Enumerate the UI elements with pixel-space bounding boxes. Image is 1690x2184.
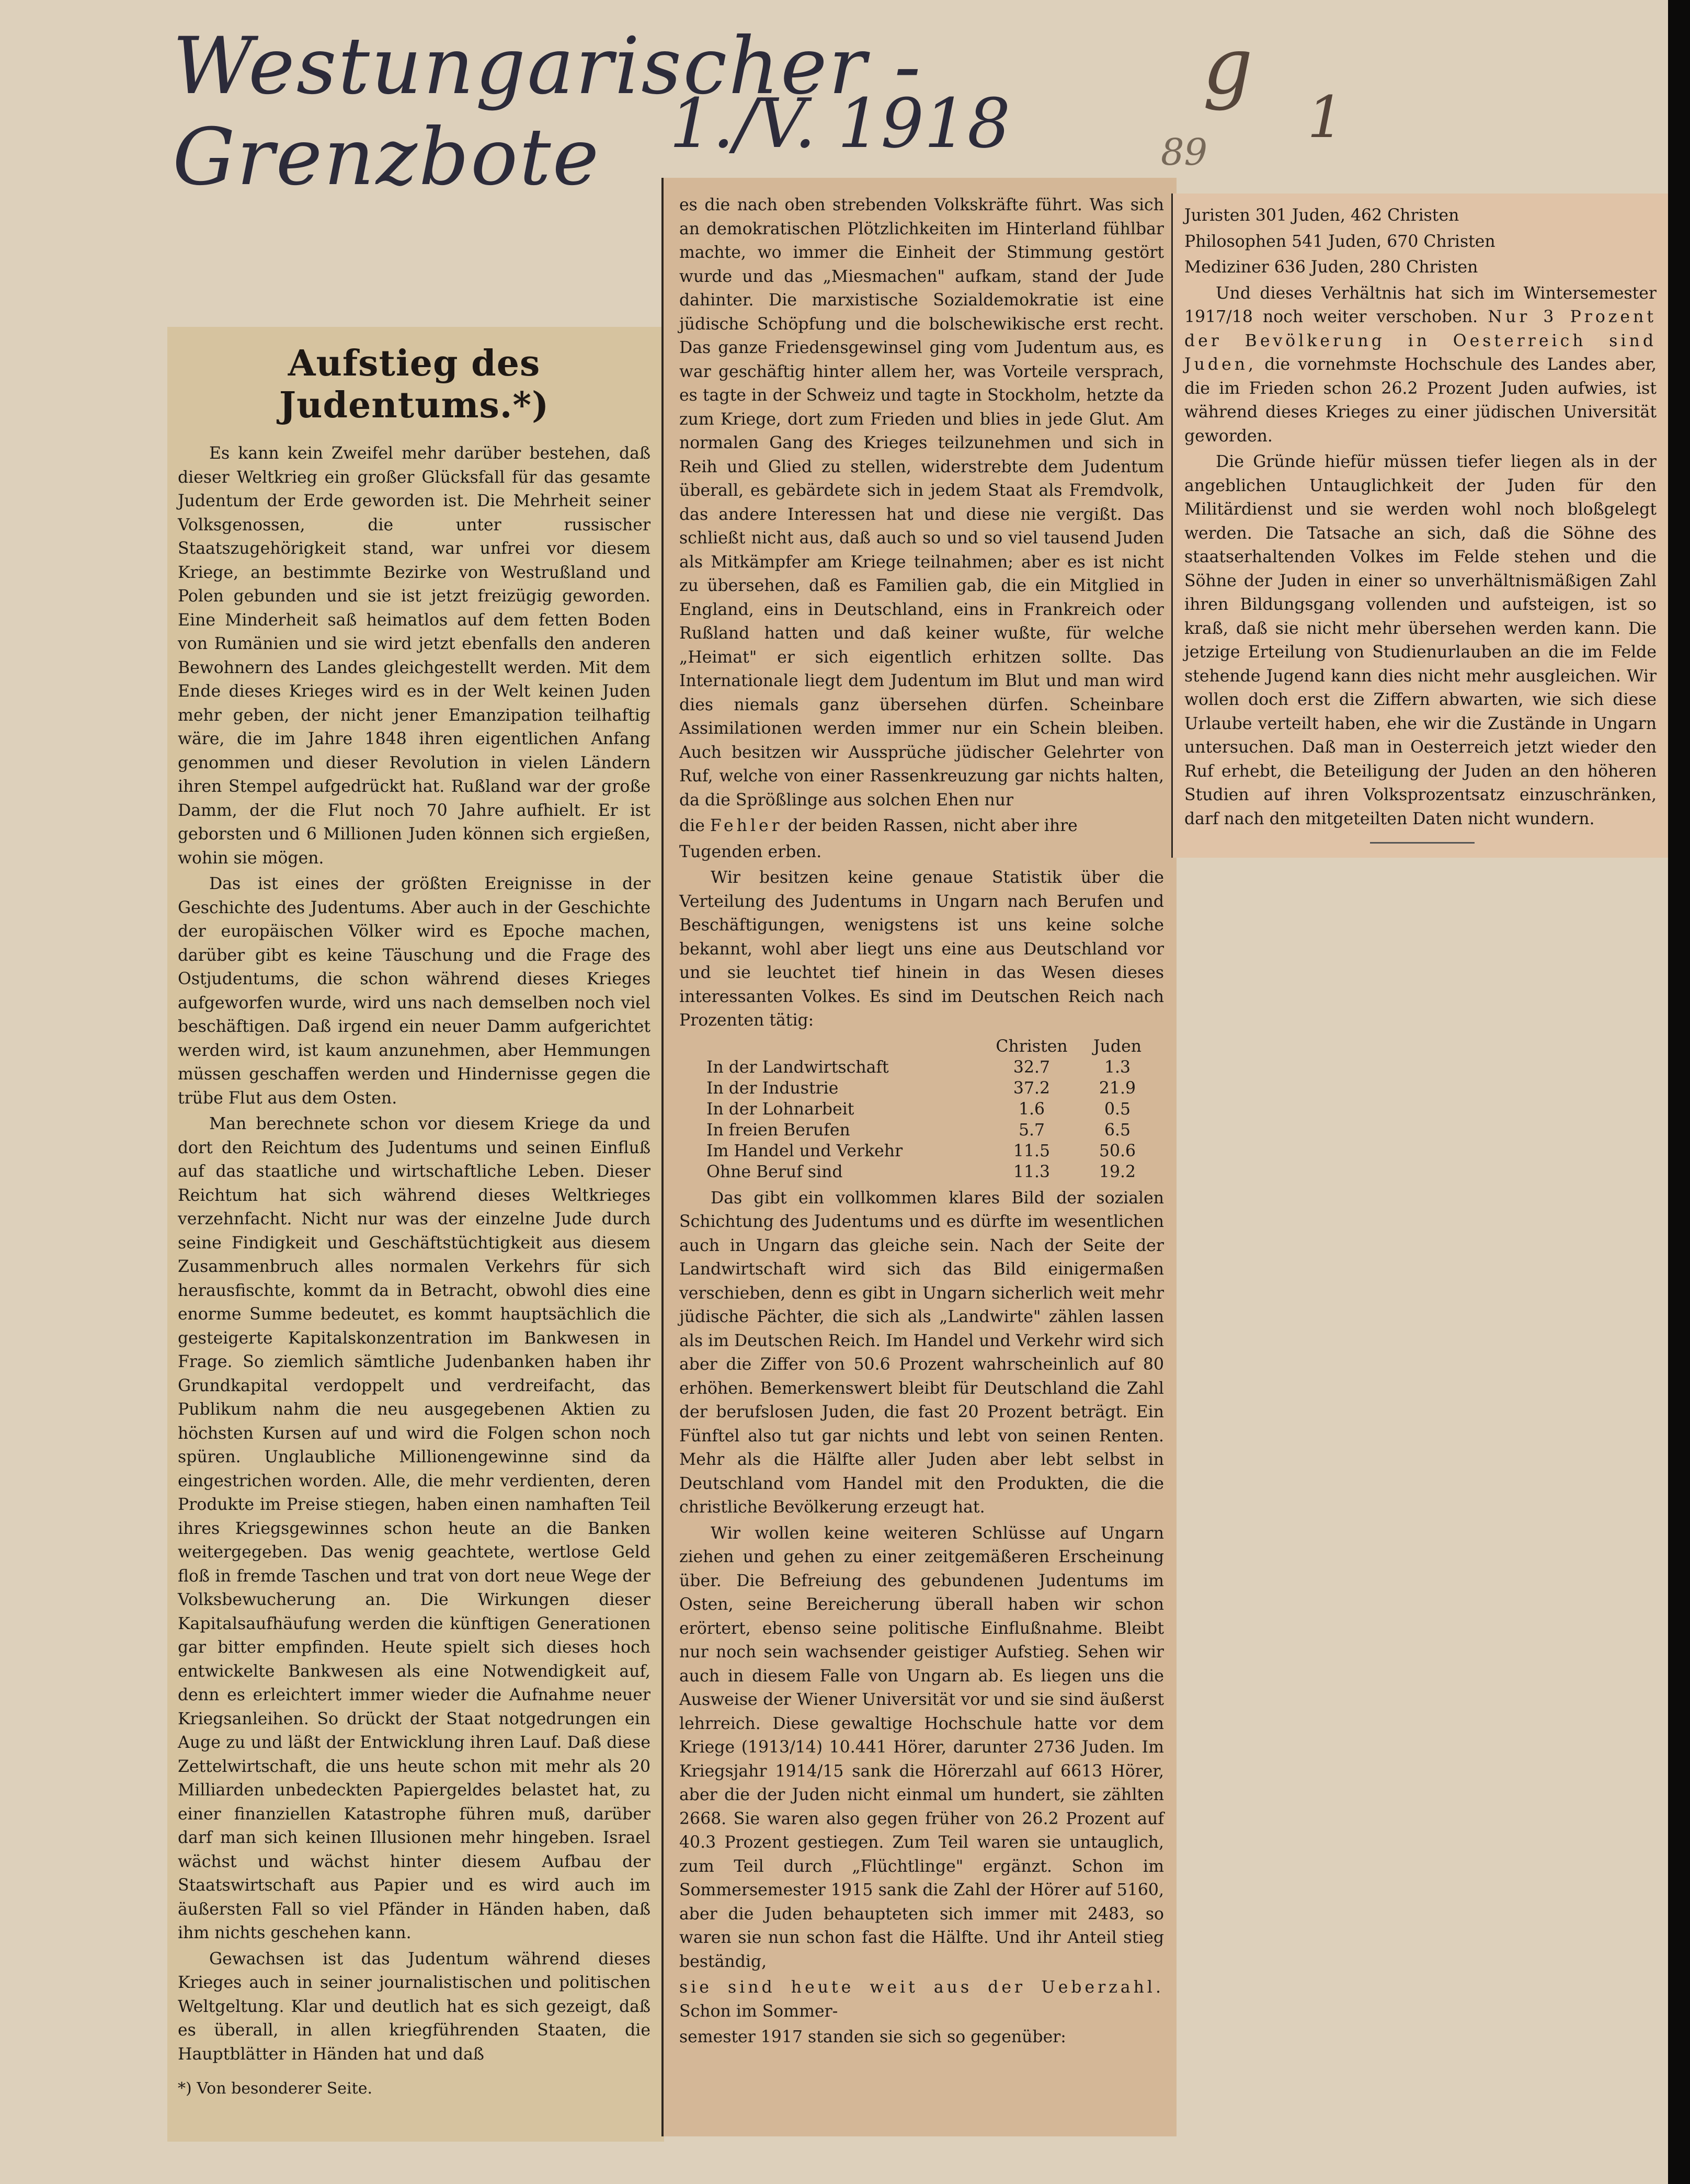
clipping-column-3 (1171, 194, 1668, 858)
paragraph: Gewachsen ist das Judentum während dieses Krieges auch in seiner journalistischen und politischen Weltgeltung. Klar und deutlich hat es sich gezeigt, daß es überall, in allen kriegführenden Staaten, die Hauptblätter in Händen hat und daß (178, 1949, 650, 2064)
table-row: Ohne Beruf sind 11.3 19.2 (706, 1162, 1136, 1181)
list-item: Philosophen 541 Juden, 670 Christen (1184, 232, 1495, 251)
archive-digit: 1 (1307, 84, 1344, 151)
list-item: Mediziner 636 Juden, 280 Christen (1184, 258, 1478, 277)
clipping-column-1 (167, 327, 664, 2142)
paragraph: es die nach oben strebenden Volkskräfte führt. Was sich an demokratischen Plötzlichkeiten im Hinterland fühlbar machte, wo immer die Einheit der Stimmung gestört wurde und das „Miesmachen" aufkam, stand der Jude dahinter. Die marxistische Sozialdemokratie ist eine jüdische Schöpfung und die bolschewikische erst recht. Das ganze Friedensgewinsel ging vom Judentum aus, es war geschäftig hinter allem her, was Vorteile versprach, es tagte in der Schweiz und tagte in Stockholm, hetzte da zum Kriege, dort zum Frieden und blies in jede Glut. Am normalen Gang des Krieges teilzunehmen und sich in Reih und Glied zu stellen, widerstrebte dem Judentum überall, es gebärdete sich in jedem Staat als Fremdvolk, das andere Interessen hat und diese nie vergißt. Das schließt nicht aus, daß auch so und so viel tausend Juden als Mitkämpfer am Kriege teilnahmen; aber es ist nicht zu übersehen, daß es Familien gab, die ein Mitglied in England, eins in Deutschland, eins in Frankreich oder Rußland hatten und daß keiner wußte, für welche „Heimat" er sich eigentlich erhitzen sollte. Das Internationale liegt dem Judentum im Blut und man wird dies niemals ganz übersehen dürfen. Scheinbare Assimilationen werden immer nur ein Schein bleiben. Auch besitzen wir Aussprüche jüdischer Gelehrter von Ruf, welche von einer Rassenkreuzung gar nichts halten, da die Sprößlinge aus solchen Ehen nur (679, 196, 1164, 810)
paragraph-line: die Fehler der beiden Rassen, nicht aber ihre (679, 816, 1078, 835)
archive-marks (1161, 21, 1360, 174)
article-headline: Aufstieg des Judentums.*) (279, 343, 550, 426)
archive-letter: g (1203, 21, 1253, 112)
paragraph: Es kann kein Zweifel mehr darüber bestehen, daß dieser Weltkrieg ein großer Glücksfall für das gesamte Judentum der Erde geworden ist. Die Mehrheit seiner Volksgenossen, die unter russischer Staatszugehörigkeit stand, war unfrei vor diesem Kriege, an bestimmte Bezirke von Westrußland und Polen gebunden und sie ist jetzt freizügig geworden. Eine Minderheit saß heimatlos auf dem fetten Boden von Rumänien und sie wird jetzt ebenfalls den anderen Bewohnern des Landes gleichgestellt werden. Mit dem Ende dieses Krieges wird es in der Welt keinen Juden mehr geben, der nicht jener Emanzipation teilhaftig wäre, die im Jahre 1848 ihren eigentlichen Anfang genommen und dieser Revolution in vielen Ländern ihren Stempel aufgedrückt hat. Rußland war der große Damm, der die Flut noch 70 Jahre aufhielt. Er ist geborsten und 6 Millionen Juden können sich ergießen, wohin sie mögen. (178, 444, 650, 868)
table-header (700, 1036, 989, 1057)
table-header-row (700, 1036, 1160, 1057)
handwritten-title: Westungarischer - Grenzbote (173, 21, 922, 203)
table-header: Christen (996, 1037, 1068, 1056)
paragraph-line: sie sind heute weit aus der Ueberzahl. Schon im Sommer- (679, 1978, 1164, 2021)
paragraph: Und dieses Verhältnis hat sich im Wintersemester 1917/18 noch weiter verschoben. Nur 3 Prozent der Bevölkerung in Oesterreich sind Juden, die vornehmste Hochschule des Landes aber, die im Frieden schon 26.2 Prozent Juden aufwies, ist während dieses Krieges zu einer jüdischen Universität geworden. (1184, 283, 1657, 446)
paragraph: Man berechnete schon vor diesem Kriege da und dort den Reichtum des Judentums und seinen Einfluß auf das staatliche und wirtschaftliche Leben. Dieser Reichtum hat sich während dieses Weltkrieges verzehnfacht. Nicht nur was der einzelne Jude durch seine Findigkeit und Geschäftstüchtigkeit aus diesem Zusammenbruch alles normalen Verkehrs für sich herausfischte, kommt da in Betracht, obwohl dies eine enorme Summe bedeutet, es kommt hauptsächlich die gesteigerte Kapitalskonzentration im Bankwesen in Frage. So ziemlich sämtliche Judenbanken haben ihr Grundkapital verdoppelt und verdreifacht, das Publikum nahm die neu ausgegebenen Aktien zu höchsten Kursen auf und wird die Folgen schon noch spüren. Unglaubliche Millionengewinne sind da eingestrichen worden. Alle, die mehr verdienten, deren Produkte im Preise stiegen, haben einen namhaften Teil ihres Kriegsgewinnes schon heute an die Banken weitergegeben. Das wenig geachtete, wertlose Geld floß in fremde Taschen und trat von dort neue Wege der Volksbewucherung an. Die Wirkungen dieser Kapitalsaufhäufung werden die künftigen Generationen gar bitter empfinden. Heute spielt sich dieses hoch entwickelte Bankwesen als eine Notwendigkeit auf, denn es erleichtert immer wieder die Aufnahme neuer Kriegsanleihen. So drückt der Staat notgedrungen ein Auge zu und läßt der Entwicklung ihren Lauf. Daß diese Zettelwirtschaft, die uns heute schon mit mehr als 20 Milliarden unbedeckten Papiergeldes belastet hat, zu einer finanziellen Katastrophe führen muß, darüber darf man sich keinen Illusionen mehr hingeben. Israel wächst und wächst hinter diesem Aufbau der Staatswirtschaft aus Papier und es wird auch im äußersten Fall so viel Pfänder in Händen haben, daß ihm nichts geschehen kann. (178, 1114, 650, 1942)
page-number-pencil: 89 (1161, 131, 1208, 174)
paragraph: semester 1917 standen sie sich so gegenüber: (679, 2028, 1066, 2046)
paragraph: Wir besitzen keine genaue Statistik über die Verteilung des Judentums in Ungarn nach Berufen und Beschäftigungen, wenigstens ist uns keine solche bekannt, wohl aber liegt uns eine aus Deutschland vor und sie leuchtet tief hinein in das Wesen dieses interessanten Volkes. Es sind im Deutschen Reich nach Prozenten tätig: (679, 868, 1164, 1030)
handwritten-date: 1./V. 1918 (669, 84, 1011, 163)
table-row: In der Lohnarbeit 1.6 0.5 (706, 1099, 1131, 1119)
table-row: In freien Berufen 5.7 6.5 (706, 1120, 1131, 1140)
footnote: *) Von besonderer Seite. (178, 2079, 372, 2098)
table-row: In der Industrie 37.2 21.9 (706, 1078, 1136, 1098)
table-row: In der Landwirtschaft 32.7 1.3 (706, 1057, 1131, 1077)
list-item: Juristen 301 Juden, 462 Christen (1184, 206, 1459, 225)
paragraph: Die Gründe hiefür müssen tiefer liegen als in der angeblichen Untauglichkeit der Juden für den Militärdienst und sie werden wohl noch bloßgelegt werden. Die Tatsache an sich, daß die Söhne des staatserhaltenden Volkes im Felde stehen und die Söhne der Juden in einer so unverhältnismäßigen Zahl ihren Bildungsgang vollenden und aufsteigen, ist so kraß, daß sie nicht mehr übersehen werden kann. Die jetzige Erteilung von Studienurlauben an die im Felde stehende Jugend kann dies nicht mehr ausgleichen. Wir wollen doch erst die Ziffern abwarten, wie sich diese Urlaube verteilt haben, ehe wir die Zustände in Ungarn untersuchen. Daß man in Oesterreich jetzt wieder den Ruf erhebt, die Beteiligung der Juden an den höheren Studien auf ihren Volksprozentsatz einzuschränken, darf nach den mitgeteilten Daten nicht wundern. (1184, 452, 1657, 828)
paragraph: Das gibt ein vollkommen klares Bild der sozialen Schichtung des Judentums und es dürfte im wesentlichen auch in Ungarn das gleiche sein. Nach der Seite der Landwirtschaft wird sich das Bild einigermaßen verschieben, denn es gibt in Ungarn sicherlich weit mehr jüdische Pächter, die sich als „Landwirte" zählen lassen als im Deutschen Reich. Im Handel und Verkehr wird sich aber die Ziffer von 50.6 Prozent wahrscheinlich auf 80 erhöhen. Bemerkenswert bleibt für Deutschland die Zahl der berufslosen Juden, die fast 20 Prozent beträgt. Ein Fünftel also tut gar nichts und lebt von seinen Renten. Mehr als die Hälfte aller Juden aber lebt selbst in Deutschland vom Handel mit den Produkten, die die christliche Bevölkerung erzeugt hat. (679, 1188, 1164, 1517)
spaced-emphasis: Nur 3 Prozent der Bevölkerung in Oesterreich sind Juden, (1184, 308, 1657, 374)
paragraph: Wir wollen keine weiteren Schlüsse auf Ungarn ziehen und gehen zu einer zeitgemäßeren Erscheinung über. Die Befreiung des gebundenen Judentums im Osten, seine Bereicherung überall haben wir schon erörtert, ebenso seine politische Einflußnahme. Bleibt nur noch sein wachsender geistiger Aufstieg. Sehen wir auch in diesem Falle von Ungarn ab. Es liegen uns die Ausweise der Wiener Universität vor und sie sind äußerst lehrreich. Diese gewaltige Hochschule hatte vor dem Kriege (1913/14) 10.441 Hörer, darunter 2736 Juden. Im Kriegsjahr 1914/15 sank die Hörerzahl auf 6613 Hörer, aber die der Juden nicht einmal um hundert, sie zählten 2668. Sie waren also gegen früher von 26.2 Prozent auf 40.3 Prozent gestiegen. Zum Teil waren sie untauglich, zum Teil durch „Flüchtlinge" ergänzt. Schon im Sommersemester 1915 sank die Zahl der Hörer auf 5160, aber die Juden behaupteten sich immer mit 2483, so waren sie nun schon fast die Hälfte. Und ihr Anteil stieg beständig, (679, 1523, 1164, 1971)
handwritten-annotation (173, 21, 1218, 203)
spaced-emphasis: Fehler (710, 816, 783, 835)
paragraph: Das ist eines der größten Ereignisse in der Geschichte des Judentums. Aber auch in der Geschichte der europäischen Völker wird es Epoche machen, darüber gibt es keine Täuschung und die Frage des Ostjudentums, die schon während dieses Krieges aufgeworfen wurde, wird uns nach demselben noch viel beschäftigen. Daß irgend ein neuer Damm aufgerichtet werden wird, ist kaum anzunehmen, aber Hemmungen müssen geschaffen werden und Hindernisse gegen die trübe Flut aus dem Osten. (178, 874, 650, 1108)
table-row: Im Handel und Verkehr 11.5 50.6 (706, 1141, 1136, 1161)
spaced-emphasis: sie sind heute weit aus der Ueberzahl. (679, 1978, 1164, 1997)
statistics-table (700, 1036, 1160, 1182)
clipping-column-2 (661, 178, 1177, 2136)
separator-rule (1370, 842, 1475, 844)
paragraph: Tugenden erben. (679, 842, 822, 861)
table-header: Juden (1093, 1037, 1141, 1056)
